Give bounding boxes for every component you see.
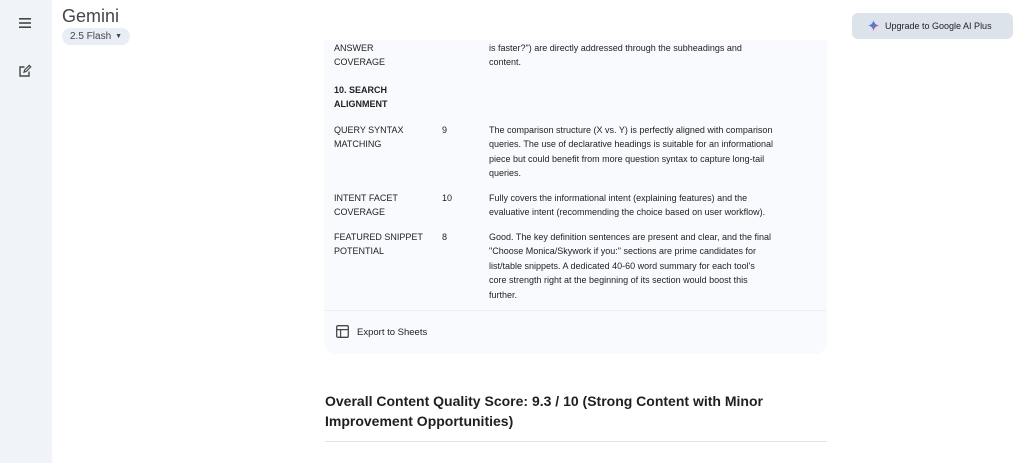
notes-line: is faster?") are directly addressed through the subheadings and: [489, 43, 742, 53]
criterion-line: FEATURED SNIPPET: [334, 232, 423, 242]
notes-line: The comparison structure (X vs. Y) is perfectly aligned with comparison: [489, 125, 773, 135]
notes-line: "Choose Monica/Skywork if you:" sections are prime candidates for: [489, 246, 757, 257]
criterion-line: POTENTIAL: [334, 246, 385, 257]
sparkle-icon: [868, 20, 879, 33]
export-to-sheets-button[interactable]: [324, 310, 827, 354]
criterion-line: MATCHING: [334, 139, 382, 150]
notes-cell: [489, 230, 819, 302]
score-cell: 8: [442, 232, 448, 242]
app-title: Gemini: [62, 6, 120, 26]
notes-line: Good. The key definition sentences are present and clear, and the final: [489, 232, 772, 242]
edit-icon[interactable]: [14, 60, 36, 82]
table-icon: [336, 325, 349, 341]
score-table: [324, 40, 827, 354]
notes-cell: [489, 41, 819, 70]
section-line: ALIGNMENT: [334, 99, 388, 110]
criterion-line: INTENT FACET: [334, 193, 398, 203]
export-label: Export to Sheets: [357, 327, 428, 338]
criterion-cell: [334, 123, 434, 152]
notes-cell: [489, 123, 819, 181]
side-rail: [0, 0, 52, 463]
section-header: [334, 83, 434, 112]
upgrade-button[interactable]: [852, 13, 1013, 39]
notes-line: queries.: [489, 168, 522, 179]
model-label: 2.5 Flash: [70, 31, 112, 42]
criterion-line: ANSWER: [334, 43, 374, 53]
divider: [325, 441, 827, 442]
criterion-cell: [334, 41, 434, 70]
menu-icon[interactable]: [14, 12, 36, 34]
score-cell: 10: [442, 193, 453, 203]
notes-line: further.: [489, 289, 518, 300]
criterion-line: COVERAGE: [334, 207, 386, 218]
notes-line: core strength right at the beginning of its section would boost this: [489, 275, 748, 286]
section-line: 10. SEARCH: [334, 85, 388, 95]
model-selector[interactable]: [62, 28, 130, 45]
criterion-cell: [334, 191, 434, 220]
criterion-line: QUERY SYNTAX: [334, 125, 404, 135]
notes-line: evaluative intent (recommending the choice based on user workflow).: [489, 207, 766, 218]
criterion-cell: [334, 230, 434, 259]
notes-line: piece but could benefit from more question syntax to capture long-tail: [489, 153, 765, 164]
criterion-line: COVERAGE: [334, 57, 386, 68]
notes-line: queries. The use of declarative headings is suitable for an informational: [489, 139, 774, 150]
overall-score-heading: Overall Content Quality Score: 9.3 / 10 (Strong Content with Minor Improvement Opportunities): [325, 393, 763, 429]
score-cell: 9: [442, 125, 448, 135]
notes-line: content.: [489, 57, 522, 68]
notes-line: list/table snippets. A dedicated 40-60 word summary for each tool's: [489, 260, 755, 271]
upgrade-label: Upgrade to Google AI Plus: [885, 21, 992, 31]
notes-line: Fully covers the informational intent (explaining features) and the: [489, 193, 748, 203]
notes-cell: [489, 191, 819, 220]
caret-down-icon: ▼: [115, 33, 123, 40]
